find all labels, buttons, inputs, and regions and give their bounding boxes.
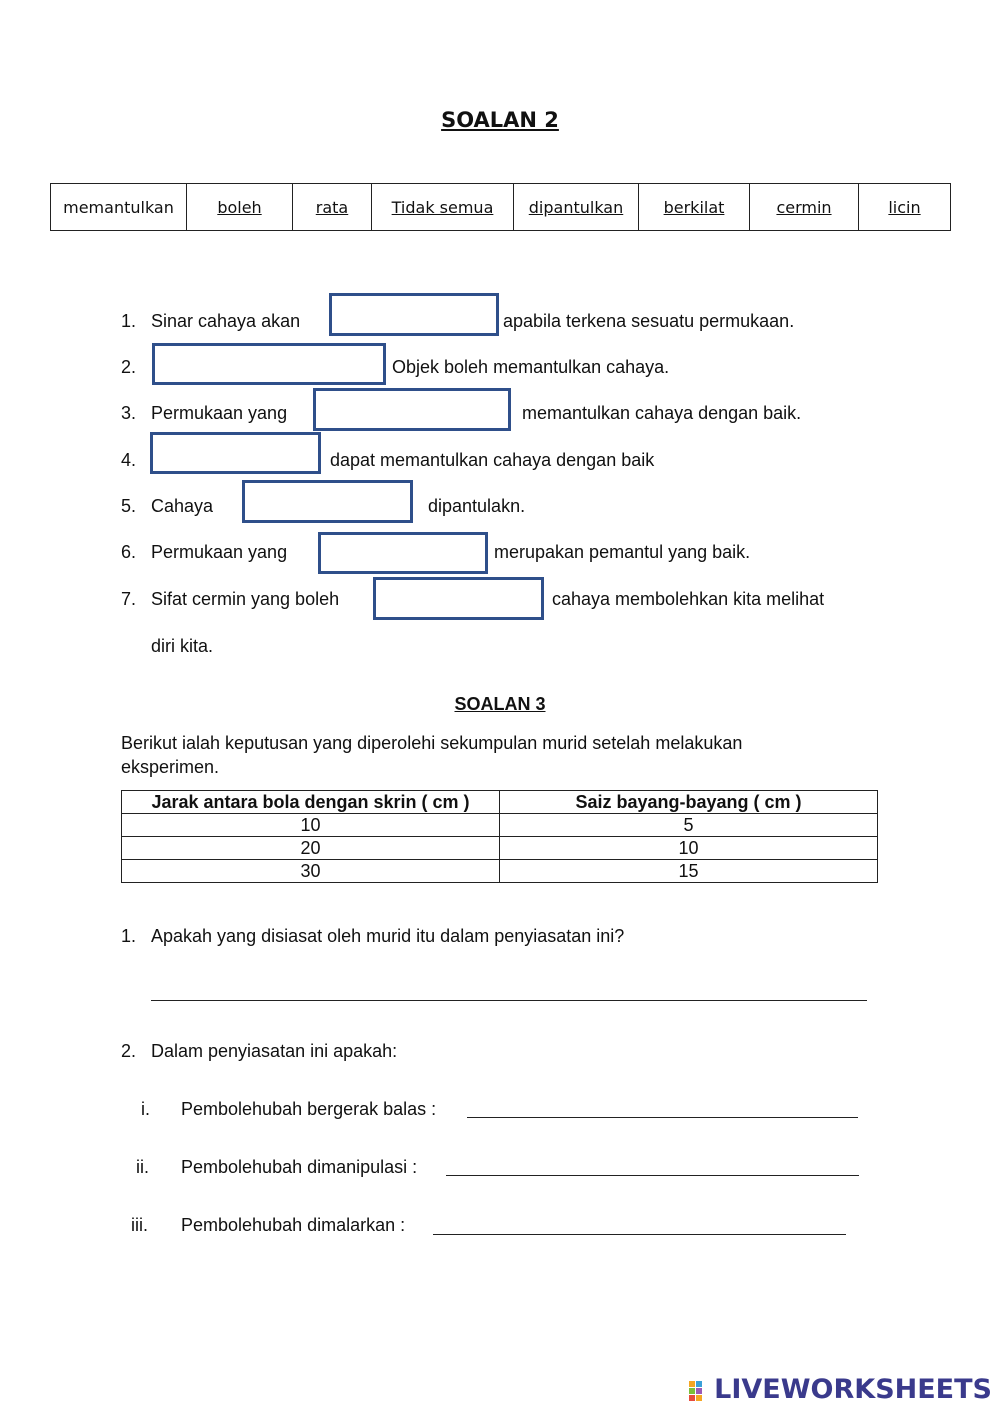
- table-row: [122, 860, 878, 883]
- table-header: Saiz bayang-bayang ( cm ): [500, 791, 878, 814]
- sub-question-number: i.: [141, 1099, 150, 1119]
- sub-question-number: ii.: [136, 1157, 149, 1177]
- soalan-2-title: SOALAN 2: [441, 108, 559, 132]
- word-label: boleh: [217, 197, 262, 217]
- question-text-after: dapat memantulkan cahaya dengan baik: [330, 450, 655, 470]
- word-memantulkan[interactable]: memantulkan: [51, 184, 187, 231]
- word-licin[interactable]: [859, 184, 951, 231]
- question-continuation: diri kita.: [151, 636, 214, 656]
- question-number: 3.: [121, 403, 137, 423]
- question-text-before: Permukaan yang: [151, 542, 288, 562]
- question-number: 4.: [121, 450, 137, 470]
- sub-question-text: Pembolehubah dimanipulasi :: [181, 1157, 418, 1177]
- answer-blank-1[interactable]: [329, 293, 499, 336]
- liveworksheets-brand: [688, 1374, 992, 1405]
- question-number: 1.: [121, 926, 137, 946]
- word-tidak-semua[interactable]: [372, 184, 514, 231]
- question-number: 6.: [121, 542, 137, 562]
- table-cell: 10: [122, 814, 500, 837]
- table-row: [122, 814, 878, 837]
- answer-line-responding-variable[interactable]: [467, 1117, 858, 1118]
- soalan-3-intro: Berikut ialah keputusan yang diperolehi sekumpulan murid setelah melakukan eksperimen.: [121, 733, 743, 777]
- answer-blank-4[interactable]: [150, 432, 321, 474]
- question-text-after: cahaya membolehkan kita melihat: [552, 589, 825, 609]
- sub-question-text: Pembolehubah dimalarkan :: [181, 1215, 406, 1235]
- question-number: 5.: [121, 496, 137, 516]
- results-table: [121, 790, 878, 883]
- question-number: 1.: [121, 311, 137, 331]
- table-cell: 10: [500, 837, 878, 860]
- table-cell: 20: [122, 837, 500, 860]
- liveworksheets-logo-icon: [688, 1379, 712, 1403]
- table-header-row: [122, 791, 878, 814]
- word-berkilat[interactable]: [639, 184, 750, 231]
- sub-question-text: Pembolehubah bergerak balas :: [181, 1099, 437, 1119]
- question-number: 2.: [121, 357, 137, 377]
- question-text-after: memantulkan cahaya dengan baik.: [522, 403, 802, 423]
- word-cermin[interactable]: [750, 184, 859, 231]
- table-cell: 30: [122, 860, 500, 883]
- word-dipantulkan[interactable]: [514, 184, 639, 231]
- question-text-before: Cahaya: [151, 496, 214, 516]
- question-number: 2.: [121, 1041, 137, 1061]
- answer-line-constant-variable[interactable]: [433, 1234, 846, 1235]
- soalan-3-title: SOALAN 3: [454, 694, 546, 714]
- word-bank: [50, 183, 951, 231]
- table-row: [122, 837, 878, 860]
- sub-question-number: iii.: [131, 1215, 148, 1235]
- question-text-after: apabila terkena sesuatu permukaan.: [503, 311, 795, 331]
- question-text-after: dipantulakn.: [428, 496, 526, 516]
- question-text-before: Permukaan yang: [151, 403, 288, 423]
- question-text: Apakah yang disiasat oleh murid itu dalam penyiasatan ini?: [151, 926, 625, 946]
- word-label: cermin: [776, 197, 832, 217]
- question-text-before: Sifat cermin yang boleh: [151, 589, 340, 609]
- answer-blank-6[interactable]: [318, 532, 488, 574]
- word-label: licin: [888, 197, 921, 217]
- table-cell: 5: [500, 814, 878, 837]
- answer-line-1[interactable]: [151, 1000, 867, 1001]
- brand-name: LIVEWORKSHEETS: [714, 1374, 992, 1405]
- word-label: berkilat: [663, 197, 725, 217]
- answer-blank-2[interactable]: [152, 343, 386, 385]
- table-cell: 15: [500, 860, 878, 883]
- question-text: Dalam penyiasatan ini apakah:: [151, 1041, 398, 1061]
- word-label: rata: [315, 197, 349, 217]
- word-label: Tidak semua: [391, 197, 494, 217]
- question-text-after: Objek boleh memantulkan cahaya.: [392, 357, 670, 377]
- question-number: 7.: [121, 589, 137, 609]
- word-rata[interactable]: [293, 184, 372, 231]
- word-boleh[interactable]: [187, 184, 293, 231]
- table-header: Jarak antara bola dengan skrin ( cm ): [122, 791, 500, 814]
- question-text-before: Sinar cahaya akan: [151, 311, 301, 331]
- answer-blank-3[interactable]: [313, 388, 511, 431]
- question-text-after: merupakan pemantul yang baik.: [494, 542, 751, 562]
- answer-blank-5[interactable]: [242, 480, 413, 523]
- answer-line-manipulated-variable[interactable]: [446, 1175, 859, 1176]
- answer-blank-7[interactable]: [373, 577, 544, 620]
- word-label: dipantulkan: [528, 197, 624, 217]
